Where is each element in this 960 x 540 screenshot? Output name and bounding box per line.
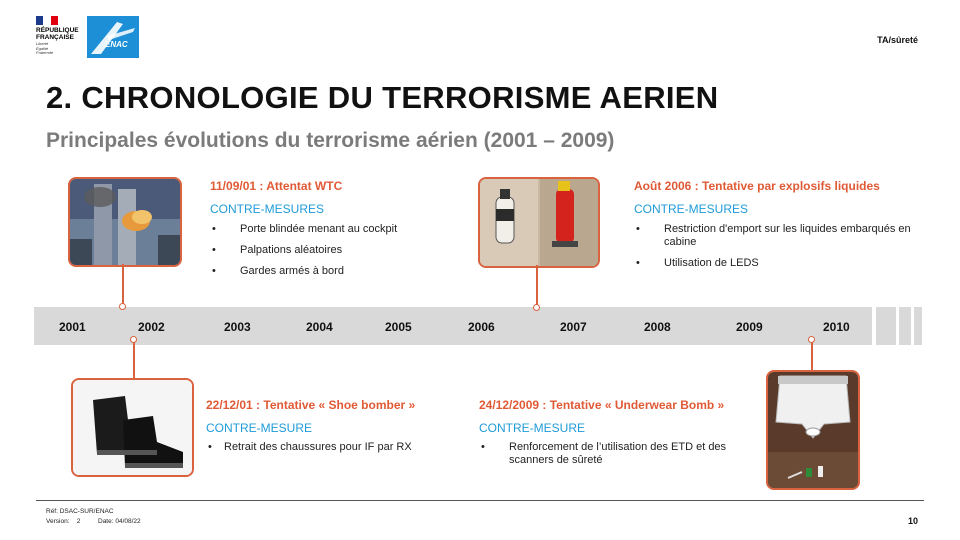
year-label: 2003 [224, 320, 251, 334]
list-item: • Utilisation de LEDS [634, 257, 924, 270]
countermeasures-list [634, 223, 924, 270]
countermeasures-label: CONTRE-MESURES [634, 202, 749, 216]
shoe-connector [133, 341, 135, 378]
year-label: 2002 [138, 320, 165, 334]
liquids-marker [533, 304, 540, 311]
motto-liberte: Liberté [36, 41, 49, 46]
footer-divider [36, 500, 924, 501]
wtc-marker [119, 303, 126, 310]
french-flag-icon [36, 16, 58, 25]
enac-logo-text: ENAC [105, 40, 128, 49]
footer-ref: Réf: DSAC-SUR/ENAC [46, 508, 114, 515]
wtc-attack-photo [68, 177, 182, 267]
enac-plane-icon [87, 16, 139, 58]
year-label: 2010 [823, 320, 850, 334]
list-item: • Palpations aléatoires [210, 244, 450, 257]
list-item: • Gardes armés à bord [210, 265, 450, 278]
countermeasures-list [479, 441, 754, 467]
year-label: 2005 [385, 320, 412, 334]
event-title: 24/12/2009 : Tentative « Underwear Bomb » [479, 398, 725, 412]
countermeasures-label: CONTRE-MESURES [210, 202, 325, 216]
countermeasures-list [210, 223, 450, 278]
page-title: 2. CHRONOLOGIE DU TERRORISME AERIEN [46, 80, 719, 115]
list-item: • Restriction d'emport sur les liquides embarqués en cabine [634, 223, 924, 249]
year-label: 2001 [59, 320, 86, 334]
republique-line1: RÉPUBLIQUE [36, 27, 79, 34]
page-subtitle: Principales évolutions du terrorisme aérien (2001 – 2009) [46, 129, 615, 152]
liquids-connector [536, 265, 538, 308]
event-title: 11/09/01 : Attentat WTC [210, 179, 343, 193]
underwear-bomb-photo [766, 370, 860, 490]
section-tag: TA/sûreté [877, 35, 918, 45]
list-item: • Retrait des chaussures pour IF par RX [206, 441, 466, 454]
countermeasures-list [206, 441, 466, 454]
countermeasure-label: CONTRE-MESURE [206, 421, 313, 435]
republique-francaise-logo [36, 16, 92, 60]
motto-fraternite: Fraternité [36, 50, 54, 55]
year-label: 2006 [468, 320, 495, 334]
list-item: • Porte blindée menant au cockpit [210, 223, 450, 236]
year-label: 2004 [306, 320, 333, 334]
event-shoe-bomber [206, 398, 466, 462]
list-item: • Renforcement de l’utilisation des ETD et des scanners de sûreté [479, 441, 754, 467]
countermeasure-label: CONTRE-MESURE [479, 421, 586, 435]
event-underwear-bomb [479, 398, 754, 475]
timeline-end-segment [876, 307, 896, 345]
timeline-end-segment [914, 307, 922, 345]
event-title: 22/12/01 : Tentative « Shoe bomber » [206, 398, 416, 412]
page-number: 10 [907, 516, 918, 526]
underwear-connector [811, 341, 813, 370]
footer-version: Version: 2 [46, 518, 81, 525]
enac-logo [87, 16, 139, 58]
event-liquids [634, 179, 924, 278]
timeline-end-segment [899, 307, 911, 345]
motto-egalite: Égalité [36, 45, 49, 51]
shoe-marker [130, 336, 137, 343]
liquid-explosives-photo [478, 177, 600, 268]
wtc-connector [122, 264, 124, 308]
event-title: Août 2006 : Tentative par explosifs liquides [634, 179, 880, 193]
underwear-marker [808, 336, 815, 343]
year-label: 2008 [644, 320, 671, 334]
event-wtc [210, 179, 450, 286]
year-label: 2007 [560, 320, 587, 334]
shoe-bomber-photo [71, 378, 194, 477]
republique-line2: FRANÇAISE [36, 34, 74, 41]
footer-date: Date: 04/08/22 [98, 518, 141, 525]
year-label: 2009 [736, 320, 763, 334]
